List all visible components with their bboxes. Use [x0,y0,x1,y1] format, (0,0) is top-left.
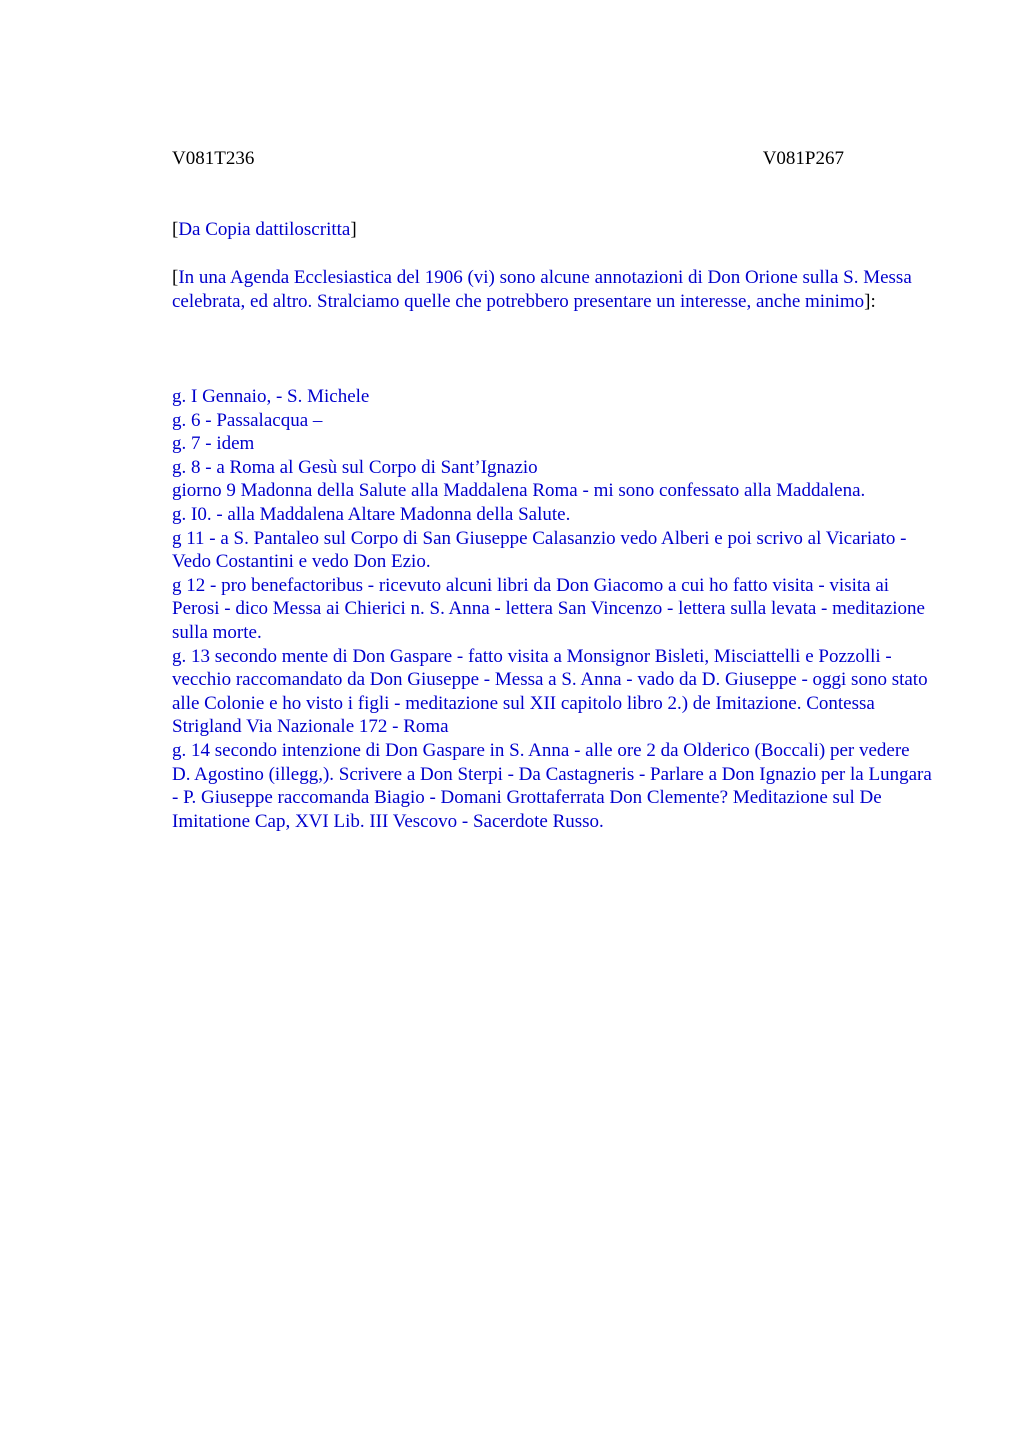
diary-entry: giorno 9 Madonna della Salute alla Maddalena Roma - mi sono confessato alla Maddalena. [172,480,866,502]
diary-entry: g. 13 secondo mente di Don Gaspare - fatto visita a Monsignor Bisleti, Misciattelli e Pozzolli - vecchio raccomandato da Don Giuseppe - Messa a S. Anna - vado da D. Giuseppe - oggi sono stato alle Colonie e ho visto i figli - meditazione sul XII capitolo libro 2.) de Imitazione. Contessa Strigland Via Nazionale 172 - Roma [172,645,928,738]
diary-entry: g 11 - a S. Pantaleo sul Corpo di San Giuseppe Calasanzio vedo Alberi e poi scrivo al Vicariato - Vedo Costantini e vedo Don Ezio. [172,527,907,573]
intro-text: In una Agenda Ecclesiastica del 1906 (vi) sono alcune annotazioni di Don Orione sulla S. Messa celebrata, ed altro. Stralciamo quelle che potrebbero presentare un interesse, anche minimo [172,267,912,312]
source-note-text: Da Copia dattiloscritta [178,219,351,240]
diary-entry: g. I0. - alla Maddalena Altare Madonna della Salute. [172,503,571,525]
diary-entry: g. 6 - Passalacqua – [172,409,323,431]
diary-entry: g 12 - pro benefactoribus - ricevuto alcuni libri da Don Giacomo a cui ho fatto visita - visita ai Perosi - dico Messa ai Chierici n. S. Anna - lettera San Vincenzo - lettera sulla levata - meditazione sulla morte. [172,574,925,643]
document-code-left: V081T236 [172,148,255,169]
intro-paragraph [172,266,932,313]
diary-entry: g. I Gennaio, - S. Michele [172,386,370,407]
source-note-open-bracket: [ [172,219,179,240]
source-note [172,218,932,242]
page-header [172,147,844,171]
source-note-close-bracket: ] [350,219,357,240]
diary-entry: g. 7 - idem [172,433,255,455]
diary-entries-list [172,385,932,833]
intro-open-bracket: [ [172,267,179,288]
diary-entry: g. 8 - a Roma al Gesù sul Corpo di Sant’Ignazio [172,456,538,478]
document-code-right: V081P267 [762,148,844,169]
intro-close-bracket: ]: [864,290,876,312]
diary-entry: g. 14 secondo intenzione di Don Gaspare in S. Anna - alle ore 2 da Olderico (Boccali) per vedere D. Agostino (illegg,). Scrivere a Don Sterpi - Da Castagneris - Parlare a Don Ignazio per la Lungara - P. Giuseppe raccomanda Biagio - Domani Grottaferrata Don Clemente? Meditazione sul De Imitatione Cap, XVI Lib. III Vescovo - Sacerdote Russo. [172,739,932,832]
